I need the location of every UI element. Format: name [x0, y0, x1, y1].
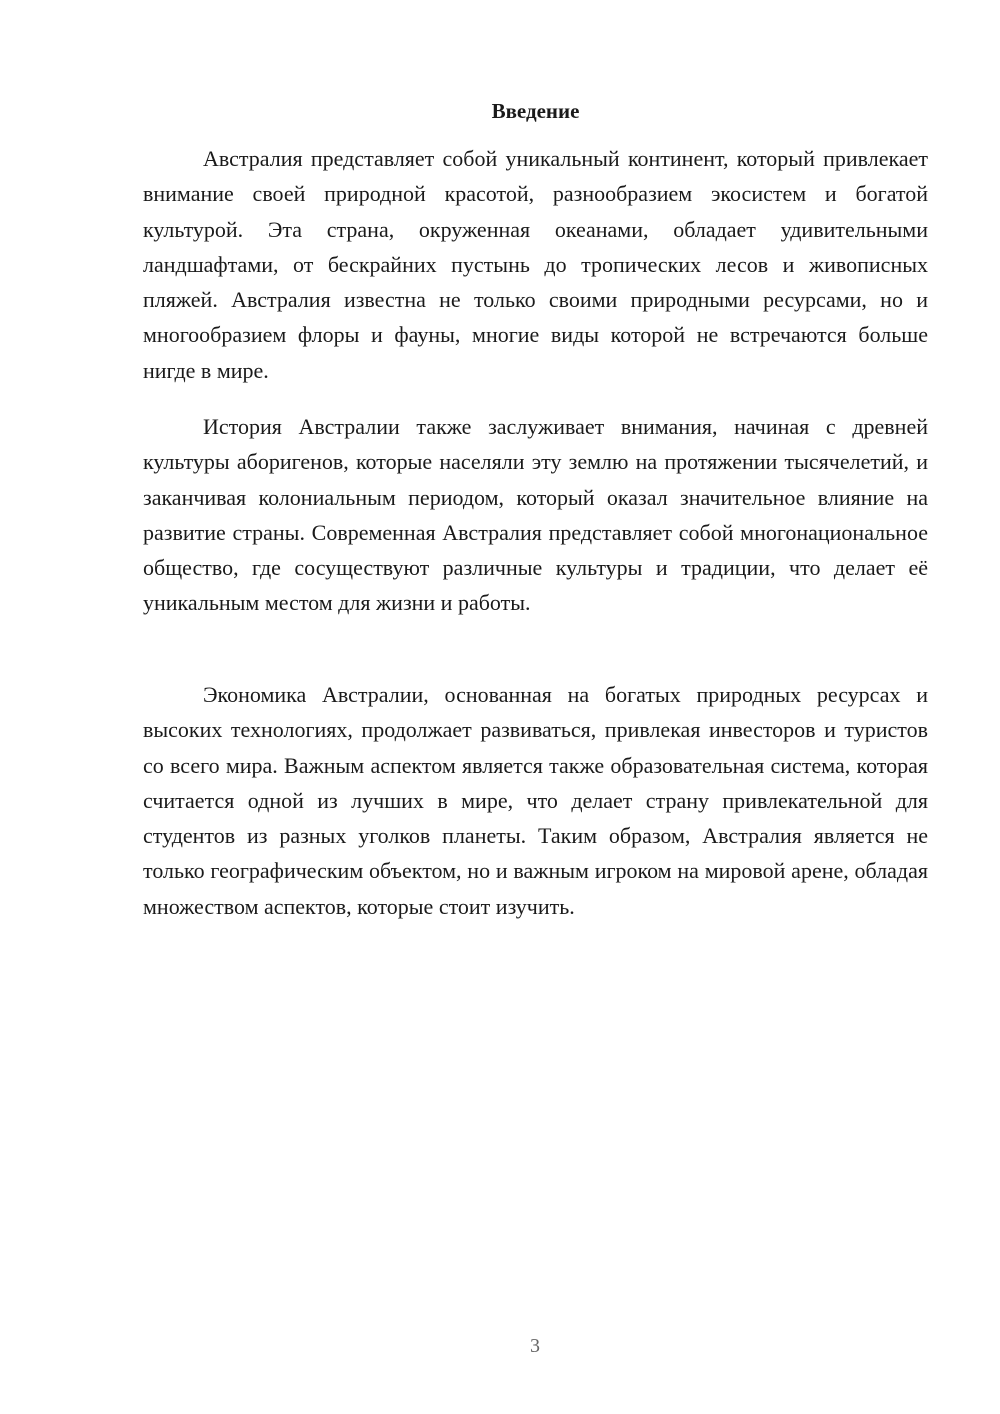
paragraph-economy: Экономика Австралии, основанная на богатых природных ресурсах и высоких технологиях, продолжает развиваться, привлекая инвесторов и туристов со всего мира. Важным аспектом является также образовательная система, которая считается одной из лучших в мире, что делает страну привлекательной для студентов из разных уголков планеты. Таким образом, Австралия является не только географическим объектом, но и важным игроком на мировой арене, обладая множеством аспектов, которые стоит изучить. — [143, 682, 928, 919]
section-heading: Введение — [491, 99, 580, 123]
page-number: 3 — [530, 1335, 540, 1357]
paragraph-history: История Австралии также заслуживает внимания, начиная с древней культуры аборигенов, которые населяли эту землю на протяжении тысячелетий, и заканчивая колониальным периодом, который оказал значительное влияние на развитие страны. Современная Австралия представляет собой многонациональное общество, где сосуществуют различные культуры и традиции, что делает её уникальным местом для жизни и работы. — [143, 414, 928, 616]
paragraph-intro: Австралия представляет собой уникальный континент, который привлекает внимание своей природной красотой, разнообразием экосистем и богатой культурой. Эта страна, окруженная океанами, обладает удивительными ландшафтами, от бескрайних пустынь до тропических лесов и живописных пляжей. Австралия известна не только своими природными ресурсами, но и многообразием флоры и фауны, многие виды которой не встречаются больше нигде в мире. — [143, 146, 928, 383]
